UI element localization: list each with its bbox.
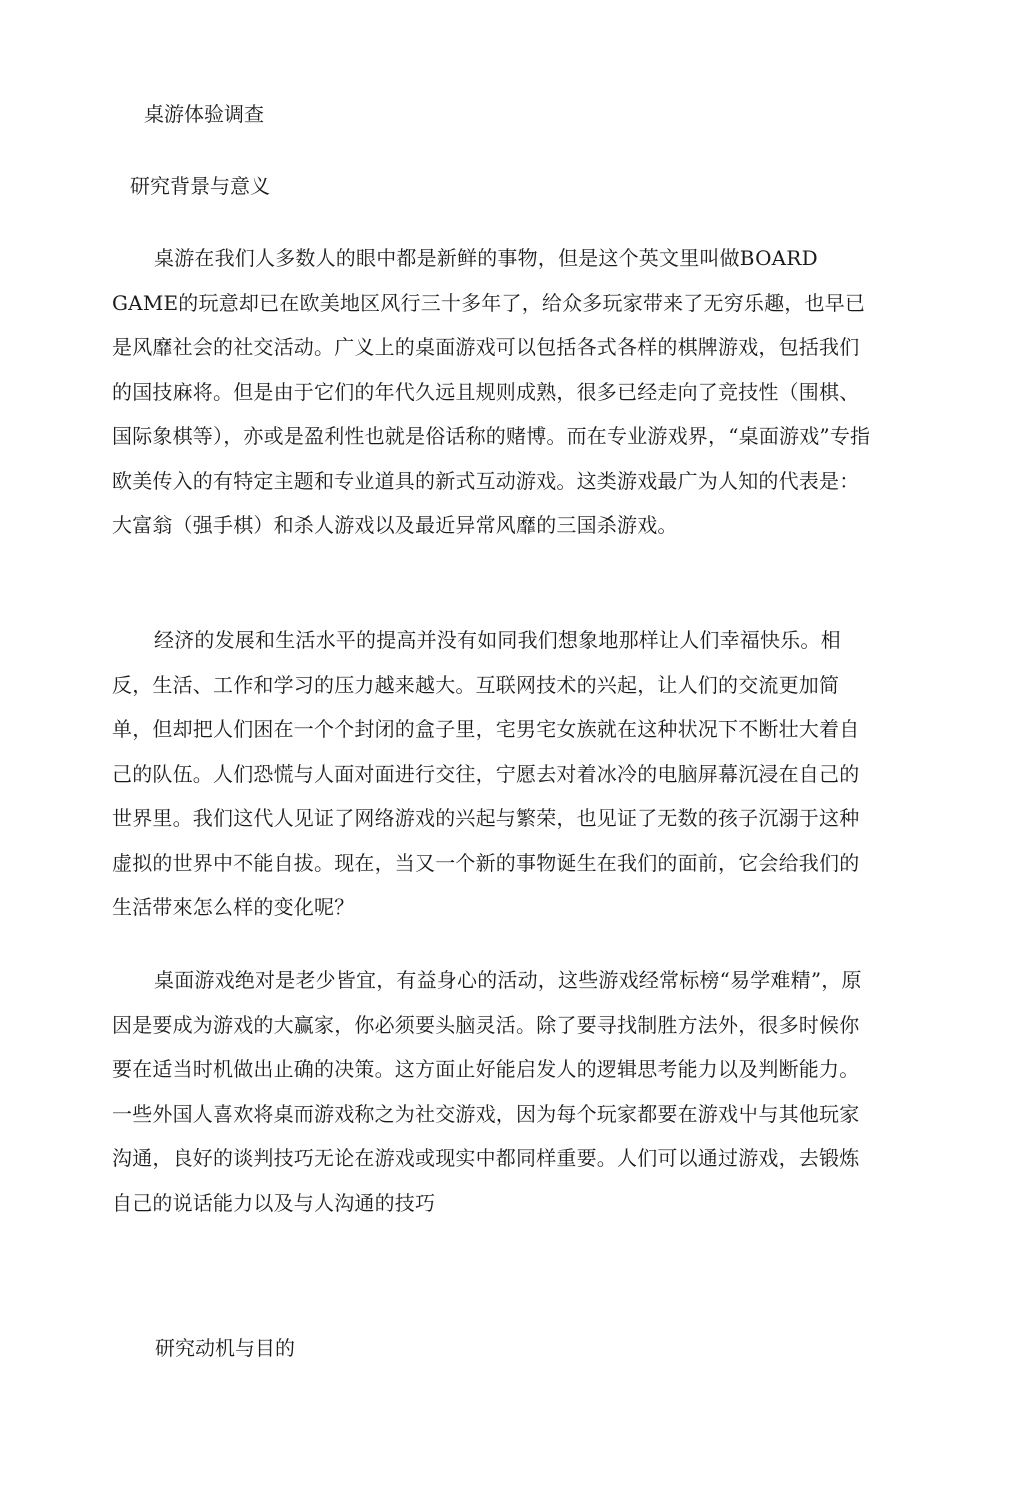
paragraph-background-2: 经济的发展和生活水平的提高并没有如同我们想象地那样让人们幸福快乐。相反，生活、工作和学习的压力越来越大。互联网技术的兴起，让人们的交流更加简单，但却把人们困在一个个封闭的盒子里，宅男宅女族就在这种状况下不断壮大着自己的队伍。人们恐慌与人面对面进行交往，宁愿去对着冰冷的电脑屏幕沉浸在自己的世界里。我们这代人见证了网络游戏的兴起与繁荣，也见证了无数的孩子沉溺于这种虚拟的世界中不能自拔。现在，当又一个新的事物诞生在我们的面前，它会给我们的生活带來怎么样的变化呢？ (112, 628, 860, 919)
paragraph-background-3: 桌面游戏绝对是老少皆宜，有益身心的活动，这些游戏经常标榜“易学难精”，原因是要成为游戏的大赢家，你必须要头脑灵活。除了要寻找制胜方法外，很多时候你要在适当时机做出止确的决策。这方面止好能启发人的逻辑思考能力以及判断能力。一些外国人喜欢将桌而游戏称之为社交游戏，因为每个玩家都要在游戏屮与其他玩家沟通，良好的谈判技巧无论在游戏或现实中都同样重要。人们可以通过游戏，去锻炼自己的说话能力以及与人沟通的技巧 (112, 968, 862, 1215)
section-heading-background: 研究背景与意义 (130, 174, 270, 198)
document-title: 桌游体验调查 (144, 102, 264, 126)
section-heading-motivation: 研究动机与目的 (155, 1336, 295, 1360)
paragraph-background-1: 桌游在我们人多数人的眼中都是新鲜的事物，但是这个英文里叫做BOARD GAME的玩意却已在欧美地区风行三十多年了，给众多玩家带来了无穷乐趣，也早已是风靡社会的社交活动。广义上的桌面游戏可以包括各式各样的棋牌游戏，包括我们的国技麻将。但是由于它们的年代久远且规则成熟，很多已经走向了竞技性（围棋、国际象棋等），亦或是盈利性也就是俗话称的赌博。而在专业游戏界，“桌面游戏”专指欧美传入的有特定主题和专业道具的新式互动游戏。这类游戏最广为人知的代表是：大富翁（强手棋）和杀人游戏以及最近异常风靡的三国杀游戏。 (112, 246, 871, 537)
